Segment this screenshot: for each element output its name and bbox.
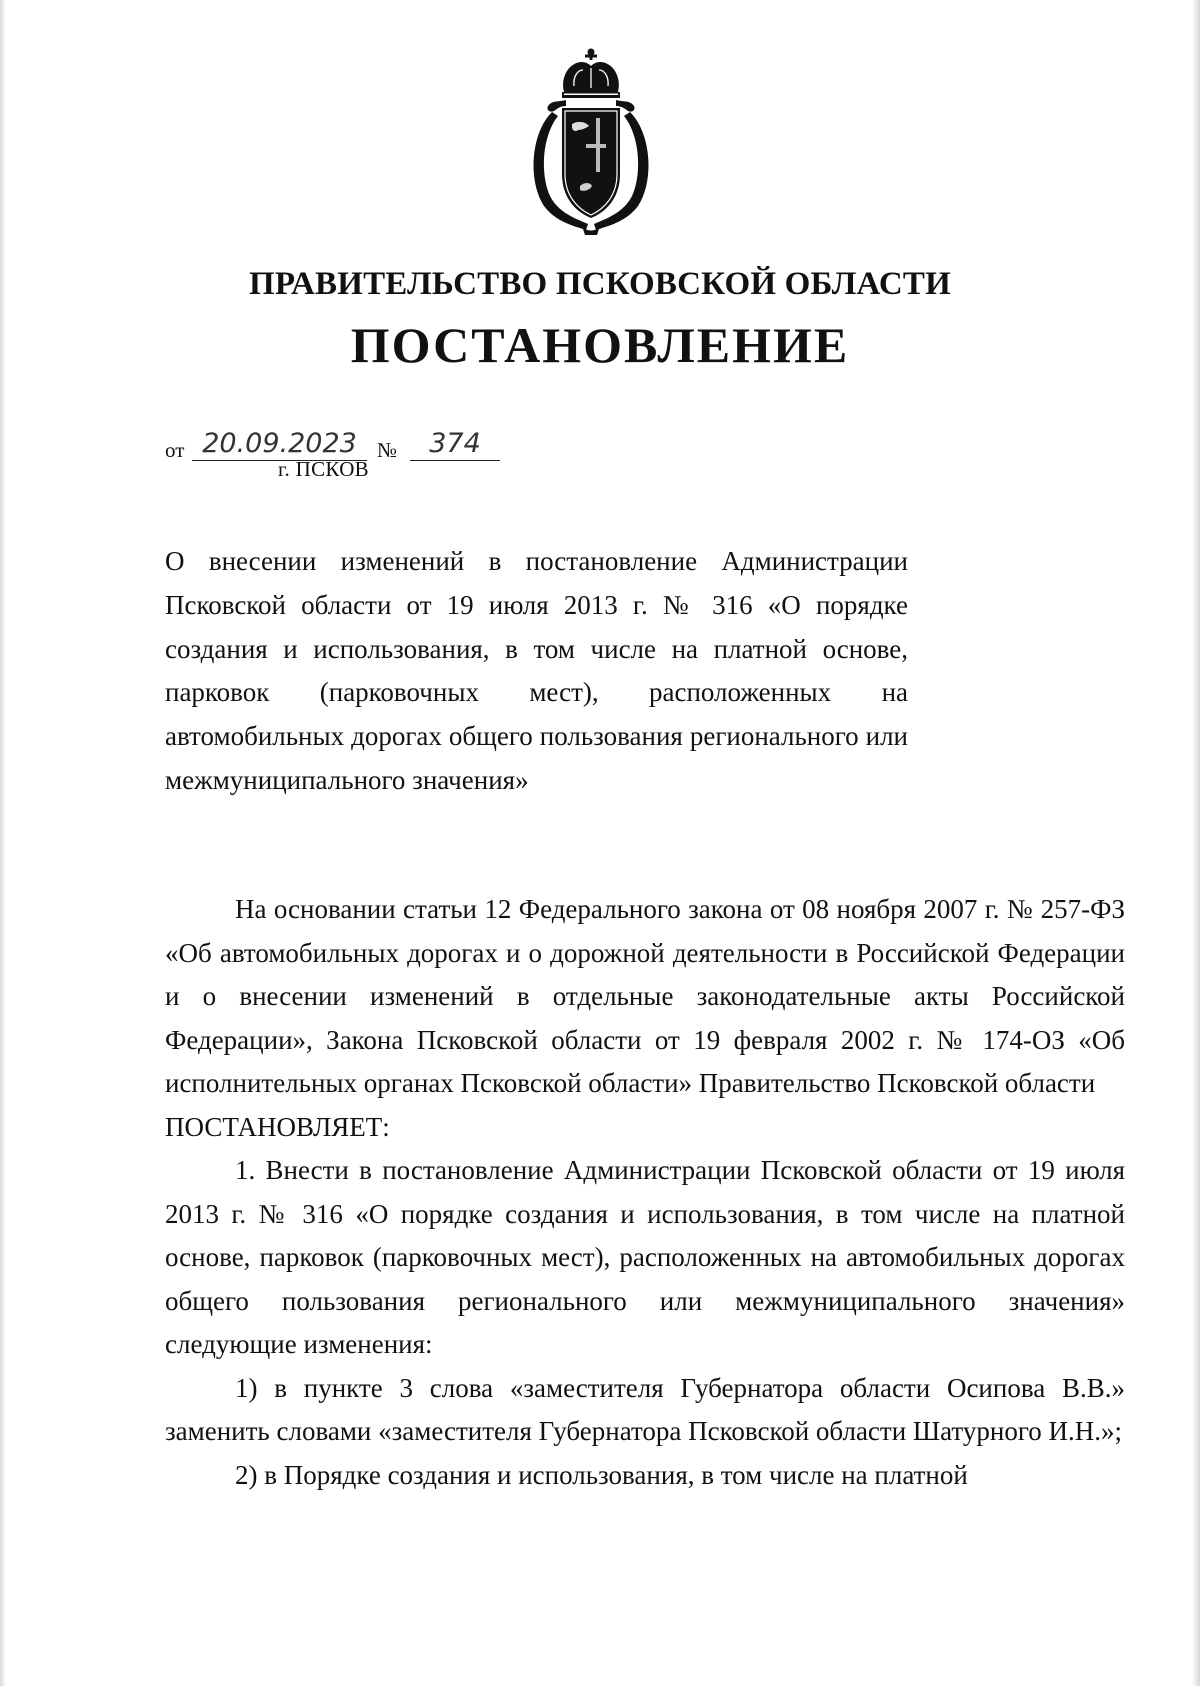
number-label: №: [377, 438, 398, 462]
document-body: [165, 888, 1125, 1497]
government-name: ПРАВИТЕЛЬСТВО ПСКОВСКОЙ ОБЛАСТИ: [248, 266, 952, 302]
date-label: от: [165, 438, 185, 462]
city-label: г. ПСКОВ: [278, 457, 369, 481]
item-1-subitem-2: 2) в Порядке создания и использования, в том числе на платной: [235, 1459, 968, 1490]
resolves-heading: ПОСТАНОВЛЯЕТ:: [165, 1111, 390, 1142]
document-subject: О внесении изменений в постановление Администрации Псковской области от 19 июля 2013 г. № 316 «О порядке создания и использования, в том числе на платной основе, парковок (парковочных мест), расположенных на автомобильных дорогах общего пользования регионального или межмуниципального значения»: [165, 546, 908, 795]
scan-edge-right: [1192, 0, 1200, 1686]
item-1-paragraph: 1. Внести в постановление Администрации Псковской области от 19 июля 2013 г. № 316 «О порядке создания и использования, в том числе на платной основе, парковок (парковочных мест), расположенных на автомобильных дорогах общего пользования регионального или межмуниципального значения» следующие изменения:: [165, 1155, 1125, 1359]
preamble-paragraph: На основании статьи 12 Федерального закона от 08 ноября 2007 г. № 257-ФЗ «Об автомобильных дорогах и о дорожной деятельности в Российской Федерации и о внесении изменений в отдельные законодательные акты Российской Федерации», Закона Псковской области от 19 февраля 2002 г. № 174-ОЗ «Об исполнительных органах Псковской области» Правительство Псковской области: [165, 894, 1125, 1098]
date-value: 20.09.2023: [192, 428, 367, 461]
document-type-title: ПОСТАНОВЛЕНИЕ: [350, 317, 850, 373]
scan-edge-left: [0, 0, 6, 1686]
item-1-subitem-1: 1) в пункте 3 слова «заместителя Губернатора области Осипова В.В.» заменить словами «заместителя Губернатора Псковской области Шатурного И.Н.»;: [165, 1372, 1125, 1446]
coat-of-arms-icon: [526, 46, 656, 236]
number-value: 374: [410, 428, 500, 461]
